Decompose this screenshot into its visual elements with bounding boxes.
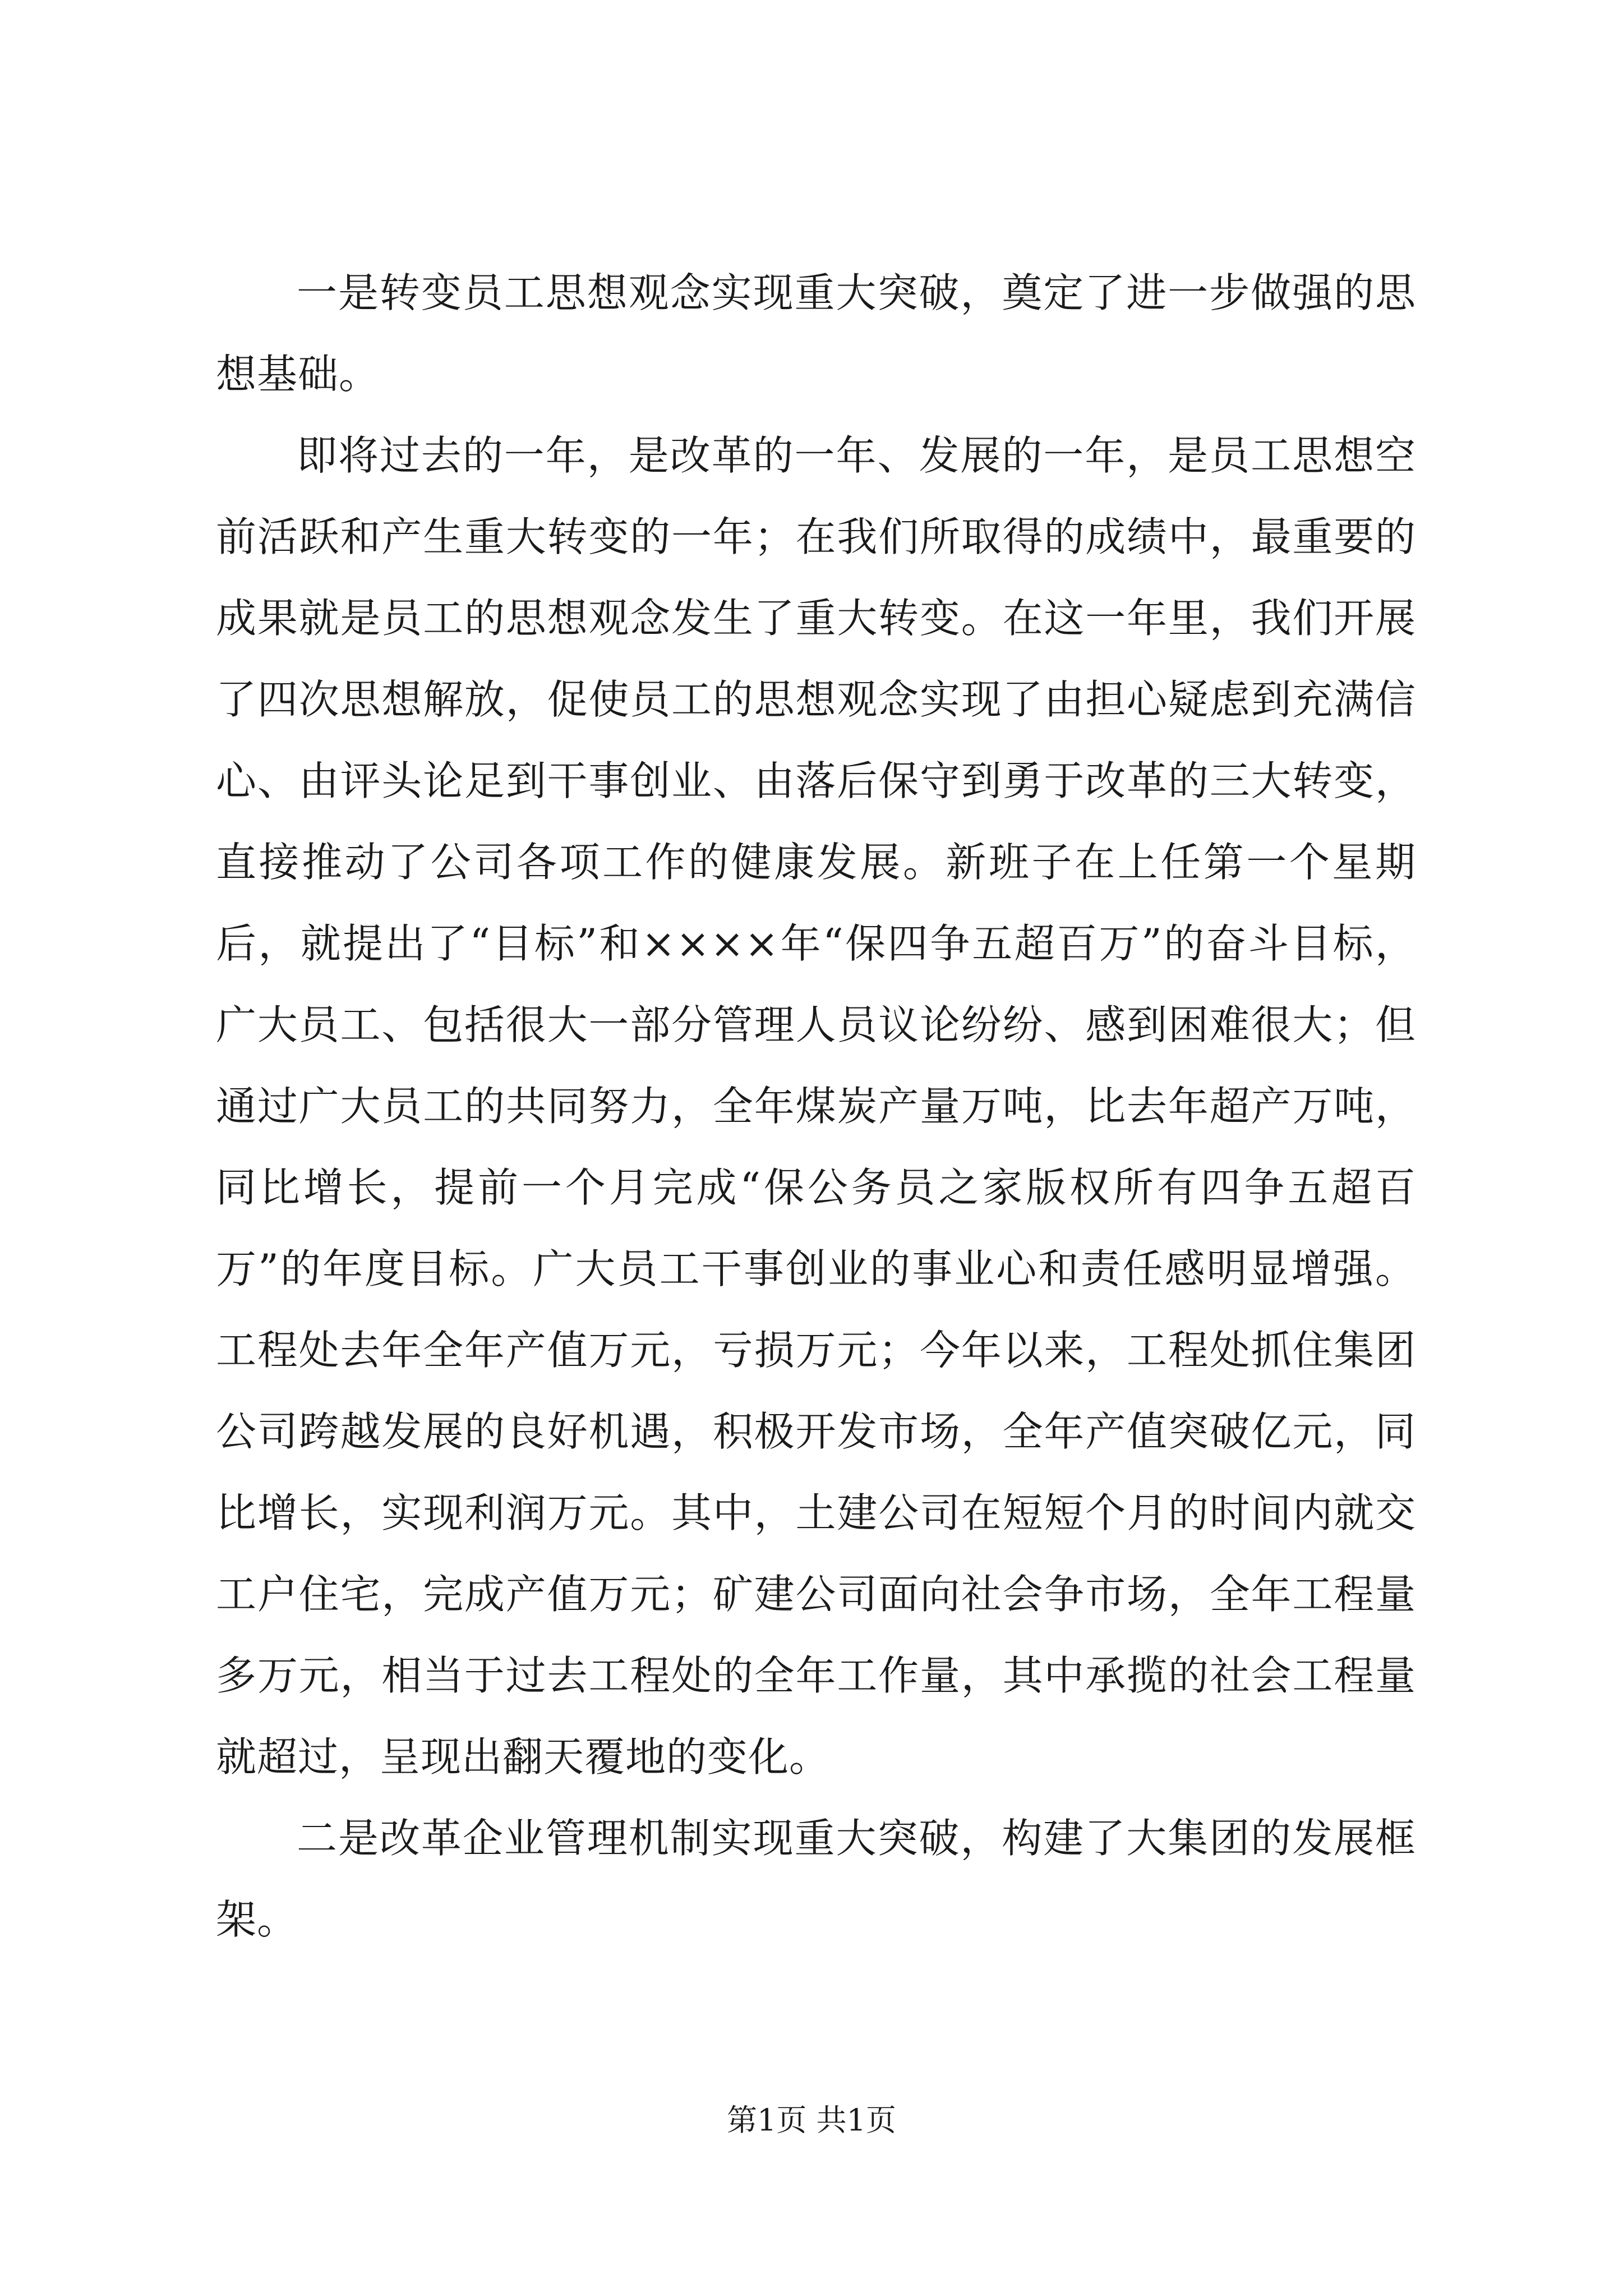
document-body — [216, 252, 1416, 1961]
paragraph-2: 即将过去的一年，是改革的一年、发展的一年，是员工思想空前活跃和产生重大转变的一年；在我们所取得的成绩中，最重要的成果就是员工的思想观念发生了重大转变。在这一年里，我们开展了四次思想解放，促使员工的思想观念实现了由担心疑虑到充满信心、由评头论足到干事创业、由落后保守到勇于改革的三大转变，直接推动了公司各项工作的健康发展。新班子在上任第一个星期后，就提出了“目标”和××××年“保四争五超百万”的奋斗目标，广大员工、包括很大一部分管理人员议论纷纷、感到困难很大；但通过广大员工的共同努力，全年煤炭产量万吨，比去年超产万吨，同比增长，提前一个月完成“保公务员之家版权所有四争五超百万”的年度目标。广大员工干事创业的事业心和责任感明显增强。工程处去年全年产值万元，亏损万元；今年以来，工程处抓住集团公司跨越发展的良好机遇，积极开发市场，全年产值突破亿元，同比增长，实现利润万元。其中，土建公司在短短个月的时间内就交工户住宅，完成产值万元；矿建公司面向社会争市场，全年工程量多万元，相当于过去工程处的全年工作量，其中承揽的社会工程量就超过，呈现出翻天覆地的变化。 — [216, 432, 1416, 1780]
paragraph-1: 一是转变员工思想观念实现重大突破，奠定了进一步做强的思想基础。 — [216, 269, 1416, 398]
page-footer: 第1页 共1页 — [727, 2102, 896, 2138]
paragraph-3: 二是改革企业管理机制实现重大突破，构建了大集团的发展框架。 — [216, 1815, 1416, 1943]
